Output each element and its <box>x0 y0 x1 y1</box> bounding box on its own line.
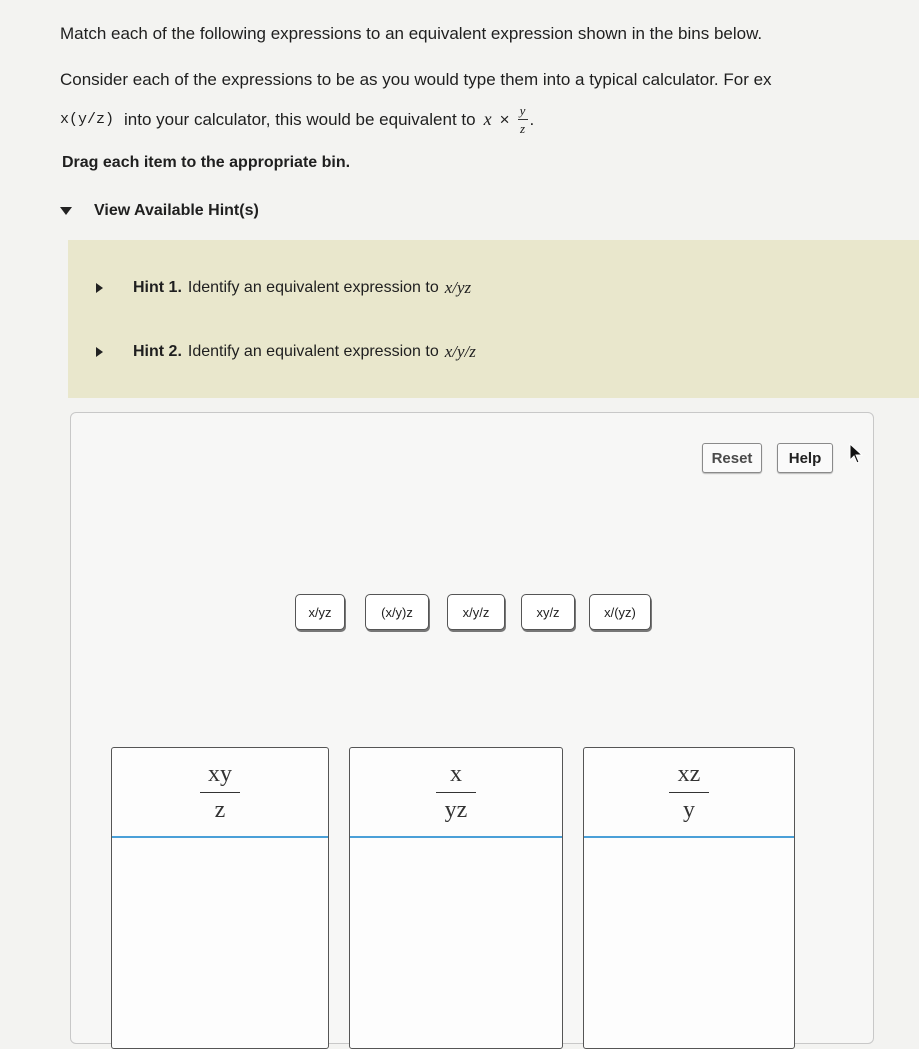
help-button[interactable]: Help <box>777 443 833 473</box>
instruction-line-3 <box>60 104 534 135</box>
bin-numerator: x <box>450 760 462 787</box>
reset-button[interactable]: Reset <box>702 443 762 473</box>
hint-1[interactable] <box>96 278 471 298</box>
view-hints-label: View Available Hint(s) <box>94 202 259 219</box>
view-hints-toggle[interactable] <box>60 202 259 220</box>
math-x: x <box>483 109 492 129</box>
bin-label <box>584 748 794 838</box>
draggable-tile[interactable]: xy/z <box>521 594 575 630</box>
draggable-tile[interactable]: x/y/z <box>447 594 505 630</box>
draggable-tile[interactable]: (x/y)z <box>365 594 429 630</box>
drop-bin-1[interactable] <box>111 747 329 1049</box>
hint-expression: x/y/z <box>444 342 476 361</box>
hint-number: Hint 2. <box>133 343 182 360</box>
hint-2[interactable] <box>96 342 476 362</box>
example-fraction-numerator: y <box>519 103 526 118</box>
code-example: x(y/z) <box>60 111 115 128</box>
bin-numerator: xy <box>208 760 232 787</box>
bin-numerator: xz <box>677 760 701 787</box>
bin-label <box>350 748 562 838</box>
draggable-tile[interactable]: x/yz <box>295 594 345 630</box>
instruction-line-3-text: into your calculator, this would be equivalent to <box>124 109 476 129</box>
caret-down-icon <box>60 207 72 215</box>
instruction-line-1: Match each of the following expressions to an equivalent expression shown in the bins below. <box>60 24 763 43</box>
drop-bin-3[interactable] <box>583 747 795 1049</box>
drag-instruction: Drag each item to the appropriate bin. <box>62 154 351 171</box>
bin-denominator: y <box>683 796 695 823</box>
draggable-tile[interactable]: x/(yz) <box>589 594 651 630</box>
instruction-line-2: Consider each of the expressions to be as you would type them into a typical calculator. For ex <box>60 70 772 89</box>
bin-denominator: yz <box>444 796 468 823</box>
hint-expression: x/yz <box>444 278 472 297</box>
caret-right-icon <box>96 283 103 293</box>
hint-text: Identify an equivalent expression to <box>187 279 439 296</box>
times-symbol: × <box>499 109 510 129</box>
period: . <box>529 109 535 129</box>
hint-number: Hint 1. <box>133 279 182 296</box>
example-fraction <box>518 104 528 135</box>
bin-denominator: z <box>214 796 226 823</box>
example-fraction-denominator: z <box>519 121 526 136</box>
hint-text: Identify an equivalent expression to <box>187 343 439 360</box>
mouse-cursor-icon <box>849 443 865 465</box>
drop-bin-2[interactable] <box>349 747 563 1049</box>
drag-drop-workspace <box>70 412 874 1044</box>
hint-panel <box>68 240 919 398</box>
bin-label <box>112 748 328 838</box>
caret-right-icon <box>96 347 103 357</box>
